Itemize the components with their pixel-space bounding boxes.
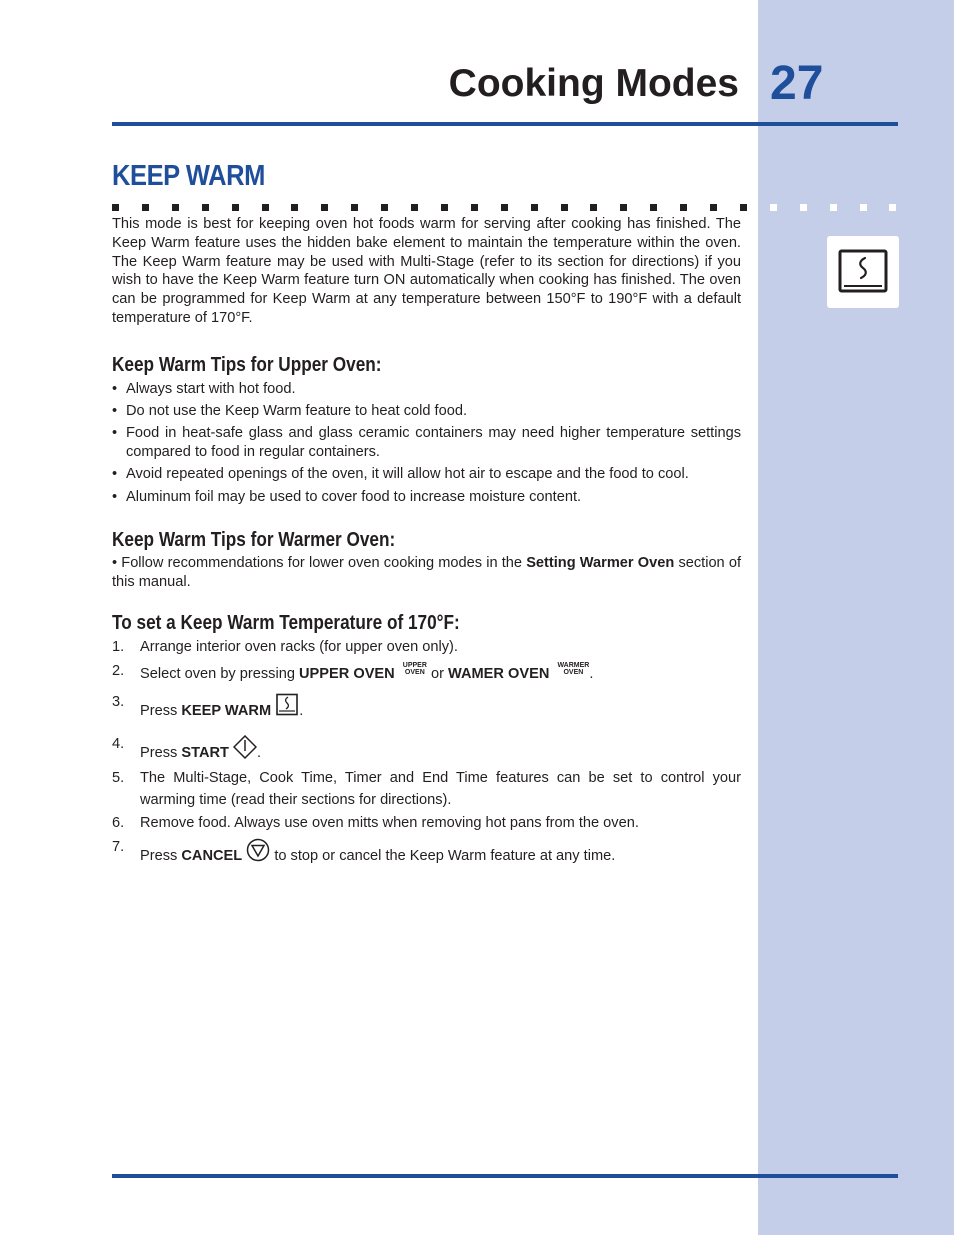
cancel-key-icon (246, 838, 270, 868)
divider-dot (142, 204, 149, 211)
step-2: 2. Select oven by pressing UPPER OVEN UPPER OVEN or WAMER OVEN WARMER OVEN . (112, 662, 594, 683)
divider-dot (710, 204, 717, 211)
divider-dot (232, 204, 239, 211)
warmer-oven-tips-heading: Keep Warm Tips for Warmer Oven: (112, 529, 396, 552)
divider-dot (650, 204, 657, 211)
divider-dot (860, 204, 867, 211)
divider-dot (770, 204, 777, 211)
page-number: 27 (770, 57, 824, 110)
warmer-oven-tip: • Follow recommendations for lower oven cooking modes in the Setting Warmer Oven section of this manual. (112, 555, 742, 590)
divider-dot (202, 204, 209, 211)
list-item: • Do not use the Keep Warm feature to heat cold food. (112, 402, 741, 421)
upper-oven-tips-list (112, 380, 741, 507)
upper-oven-key-name: UPPER OVEN (299, 666, 395, 683)
keep-warm-key-icon (275, 693, 299, 723)
warmer-oven-key-icon: WARMER OVEN (557, 662, 590, 677)
divider-dot (561, 204, 568, 211)
divider-dot (501, 204, 508, 211)
divider-dot (262, 204, 269, 211)
divider-dot (531, 204, 538, 211)
footer-rule (112, 1174, 898, 1178)
intro-paragraph: This mode is best for keeping oven hot foods warm for serving after cooking has finished. The Keep Warm feature uses the hidden bake element to maintain the temperature within the oven. The Keep Warm feature may be used with Multi-Stage (refer to its section for directions) if you wish to have the Keep Warm feature turn ON automatically when cooking has finished. The oven can be programmed for Keep Warm at any temperature between 150°F to 190°F with a default temperature of 170°F. (112, 216, 741, 326)
divider-dot (889, 204, 896, 211)
sidebar-band (758, 0, 954, 1235)
cancel-key-name: CANCEL (181, 847, 243, 864)
bullet: • (112, 555, 118, 572)
keep-warm-icon (827, 236, 899, 308)
divider-dot (441, 204, 448, 211)
header-rule (112, 122, 898, 126)
start-key-name: START (181, 744, 229, 761)
step-4: 4. Press START . (112, 735, 741, 765)
divider-dot (471, 204, 478, 211)
divider-dot (291, 204, 298, 211)
divider-dot (620, 204, 627, 211)
section-title: KEEP WARM (112, 160, 265, 192)
list-item: • Avoid repeated openings of the oven, it will allow hot air to escape and the food to cool. (112, 465, 741, 484)
divider-dot (321, 204, 328, 211)
divider-dot (112, 204, 119, 211)
divider-dot (351, 204, 358, 211)
divider-dot (411, 204, 418, 211)
page-header-title: Cooking Modes (448, 62, 739, 105)
divider-dot (830, 204, 837, 211)
setting-warmer-oven-ref: Setting Warmer Oven (526, 555, 675, 572)
start-key-icon (233, 735, 257, 765)
divider-dot (172, 204, 179, 211)
steps-list (112, 638, 741, 868)
divider-dot (800, 204, 807, 211)
upper-oven-key-icon: UPPER OVEN (402, 662, 427, 677)
page-content (112, 215, 741, 867)
upper-oven-tips-heading: Keep Warm Tips for Upper Oven: (112, 353, 382, 376)
dotted-divider (112, 204, 902, 212)
steps-heading: To set a Keep Warm Temperature of 170°F: (112, 611, 460, 634)
divider-dot (680, 204, 687, 211)
step-6: 6. Remove food. Always use oven mitts when removing hot pans from the oven. (112, 814, 639, 831)
step-7: 7. Press CANCEL to stop or cancel the Keep Warm feature at any time. (112, 838, 741, 868)
divider-dot (590, 204, 597, 211)
step-1: 1. Arrange interior oven racks (for upper oven only). (112, 638, 458, 655)
list-item: • Food in heat-safe glass and glass ceramic containers may need higher temperature settings compared to food in regular containers. (112, 424, 741, 462)
divider-dot (740, 204, 747, 211)
list-item: • Aluminum foil may be used to cover food to increase moisture content. (112, 488, 741, 507)
list-item: • Always start with hot food. (112, 380, 741, 399)
warmer-oven-key-name: WAMER OVEN (448, 666, 550, 683)
step-5: 5. The Multi-Stage, Cook Time, Timer and End Time features can be set to control your warming time (read their sections for directions). (112, 769, 741, 808)
divider-dot (381, 204, 388, 211)
keep-warm-key-name: KEEP WARM (181, 703, 272, 720)
step-3: 3. Press KEEP WARM . (112, 693, 741, 723)
